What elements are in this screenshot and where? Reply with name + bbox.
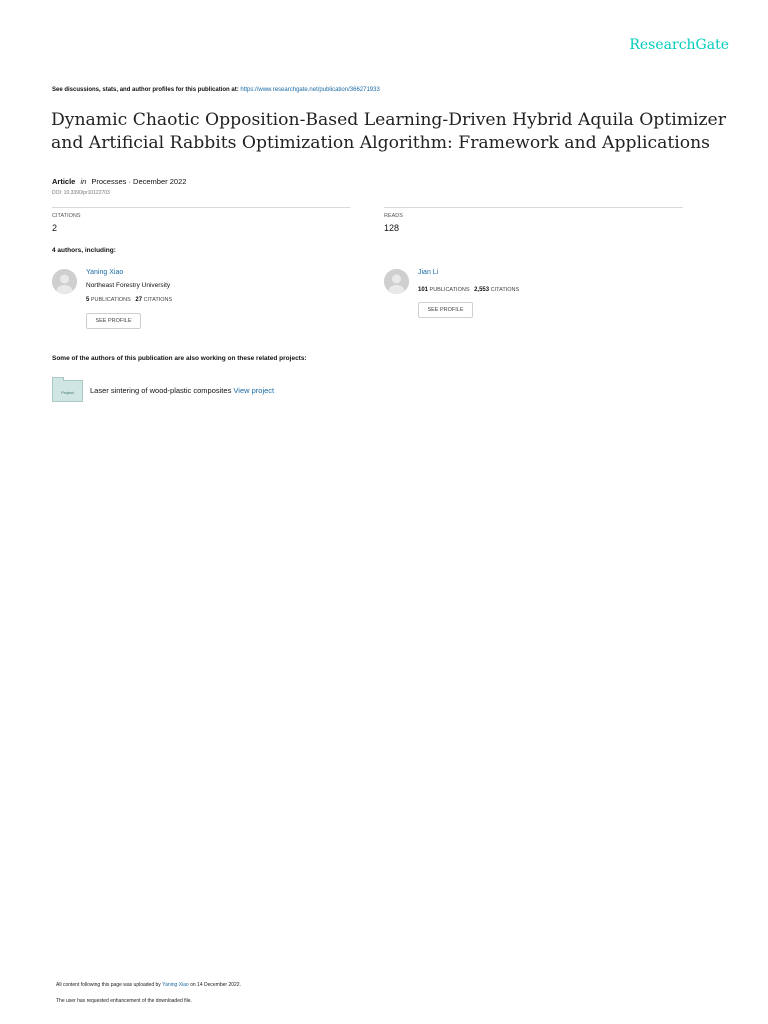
citations-value: 2	[52, 223, 58, 233]
see-discussions-text: See discussions, stats, and author profiles for this publication at:	[52, 87, 239, 93]
author-institution-1: Northeast Forestry University	[86, 282, 171, 289]
author-2-citations: 2,553	[474, 287, 490, 293]
see-profile-button-2[interactable]: SEE PROFILE	[418, 302, 473, 318]
project-folder-icon[interactable]	[52, 380, 83, 402]
enhancement-note: The user has requested enhancement of the downloaded file.	[56, 998, 192, 1004]
avatar-author-1[interactable]	[52, 269, 77, 294]
doi: DOI: 10.3390/pr10122703	[52, 190, 110, 196]
publication-title[interactable]: Dynamic Chaotic Opposition-Based Learning-Driven Hybrid Aquila Optimizer and Artificial Rabbits Optimization Algorithm: Framework and Applications	[51, 110, 726, 153]
related-projects-heading: Some of the authors of this publication are also working on these related projects:	[52, 355, 307, 362]
journal-date[interactable]: Processes · December 2022	[91, 177, 187, 186]
authors-heading: 4 authors, including:	[52, 247, 116, 254]
in-word: in	[80, 177, 87, 186]
folder-tab	[52, 377, 64, 381]
see-profile-button-1[interactable]: SEE PROFILE	[86, 313, 141, 329]
author-2-citations-label: CITATIONS	[490, 287, 520, 293]
author-1-citations-label: CITATIONS	[143, 297, 173, 303]
reads-divider	[384, 207, 683, 208]
author-name-2[interactable]: Jian Li	[418, 269, 439, 276]
author-2-publications-label: PUBLICATIONS	[429, 287, 470, 293]
reads-value: 128	[384, 223, 400, 233]
citations-divider	[52, 207, 350, 208]
project-thumb-label: Project	[61, 390, 74, 395]
see-discussions-line	[52, 87, 380, 93]
reads-label: READS	[384, 213, 403, 219]
article-type: Article	[52, 177, 76, 186]
author-stats-2	[418, 287, 519, 293]
publication-url-link[interactable]: https://www.researchgate.net/publication/366271933	[240, 87, 380, 93]
author-1-publications-label: PUBLICATIONS	[90, 297, 131, 303]
author-2-publications: 101	[418, 287, 429, 293]
upload-note-prefix: All content following this page was uploaded by	[56, 982, 161, 988]
view-project-link[interactable]: View project	[233, 386, 275, 395]
uploader-link[interactable]: Yaning Xiao	[162, 982, 189, 988]
upload-note	[56, 982, 241, 988]
project-item	[90, 386, 274, 395]
author-name-1[interactable]: Yaning Xiao	[86, 269, 124, 276]
author-1-publications: 5	[86, 297, 90, 303]
avatar-author-2[interactable]	[384, 269, 409, 294]
author-stats-1	[86, 297, 172, 303]
user-silhouette-icon	[52, 269, 77, 294]
author-1-citations: 27	[135, 297, 143, 303]
researchgate-logo[interactable]: ResearchGate	[629, 37, 729, 53]
upload-note-suffix: on 14 December 2022.	[190, 982, 241, 988]
user-silhouette-icon	[384, 269, 409, 294]
citations-label: CITATIONS	[52, 213, 81, 219]
project-title: Laser sintering of wood-plastic composites	[90, 386, 232, 395]
publication-meta	[52, 177, 186, 186]
